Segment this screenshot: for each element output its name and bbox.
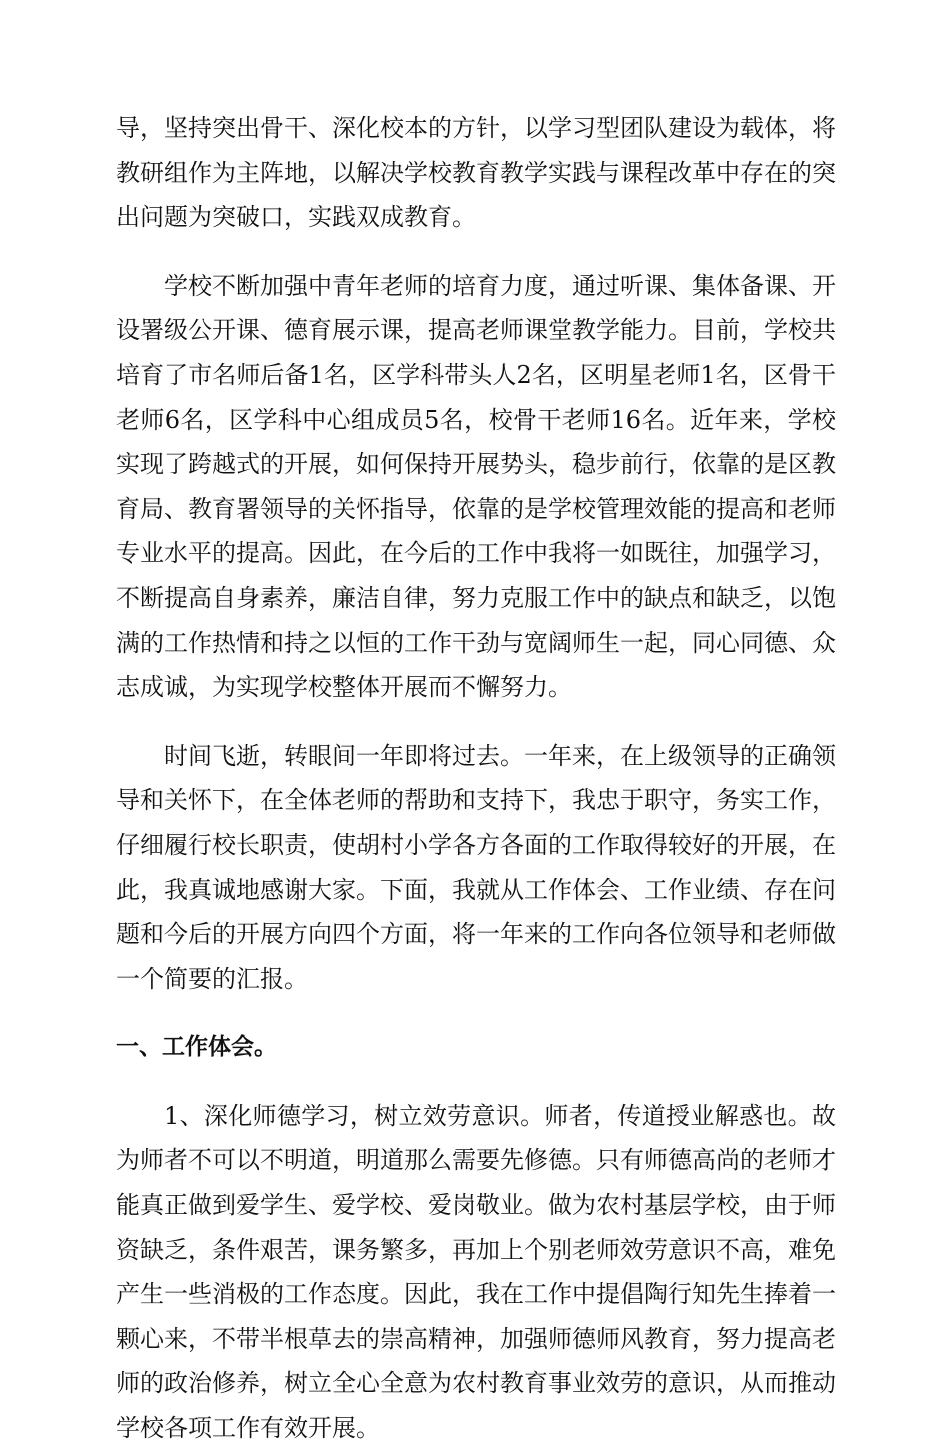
paragraph-spacer [116,240,836,264]
paragraph-teacher-ethics: 1、深化师德学习，树立效劳意识。师者，传道授业解惑也。故为师者不可以不明道，明道那么需要先修德。只有师德高尚的老师才能真正做到爱学生、爱学校、爱岗敬业。做为农村基层学校，由于师资缺乏，条件艰苦，课务繁多，再加上个别老师效劳意识不高，难免产生一些消极的工作态度。因此，我在工作中提倡陶行知先生捧着一颗心来，不带半根草去的崇高精神，加强师德师风教育，努力提高老师的政治修养，树立全心全意为农村教育事业效劳的意识，从而推动学校各项工作有效开展。 [116,1101,836,1443]
paragraph-spacer [116,1070,836,1094]
paragraph-teacher-training: 学校不断加强中青年老师的培育力度，通过听课、集体备课、开设署级公开课、德育展示课，提高老师课堂教学能力。目前，学校共培育了市名师后备1名，区学科带头人2名，区明星老师1名，区骨干老师6名，区学科中心组成员5名，校骨干老师16名。近年来，学校实现了跨越式的开展，如何保持开展势头，稳步前行，依靠的是区教育局、教育署领导的关怀指导，依靠的是学校管理效能的提高和老师专业水平的提高。因此，在今后的工作中我将一如既往，加强学习，不断提高自身素养，廉洁自律，努力克服工作中的缺点和缺乏，以饱满的工作热情和持之以恒的工作干劲与宽阔师生一起，同心同德、众志成诚，为实现学校整体开展而不懈努力。 [116,271,836,702]
section-heading-work-experience: 一、工作体会。 [116,1034,277,1061]
paragraph-spacer [116,710,836,734]
paragraph-spacer [116,1001,836,1025]
paragraph-continuation: 导，坚持突出骨干、深化校本的方针，以学习型团队建设为载体，将教研组作为主阵地，以解决学校教育教学实践与课程改革中存在的突出问题为突破口，实践双成教育。 [116,114,836,232]
paragraph-year-summary: 时间飞逝，转眼间一年即将过去。一年来，在上级领导的正确领导和关怀下，在全体老师的帮助和支持下，我忠于职守，务实工作，仔细履行校长职责，使胡村小学各方各面的工作取得较好的开展，在此，我真诚地感谢大家。下面，我就从工作体会、工作业绩、存在问题和今后的开展方向四个方面，将一年来的工作向各位领导和老师做一个简要的汇报。 [116,741,836,993]
document-body [116,106,836,1451]
